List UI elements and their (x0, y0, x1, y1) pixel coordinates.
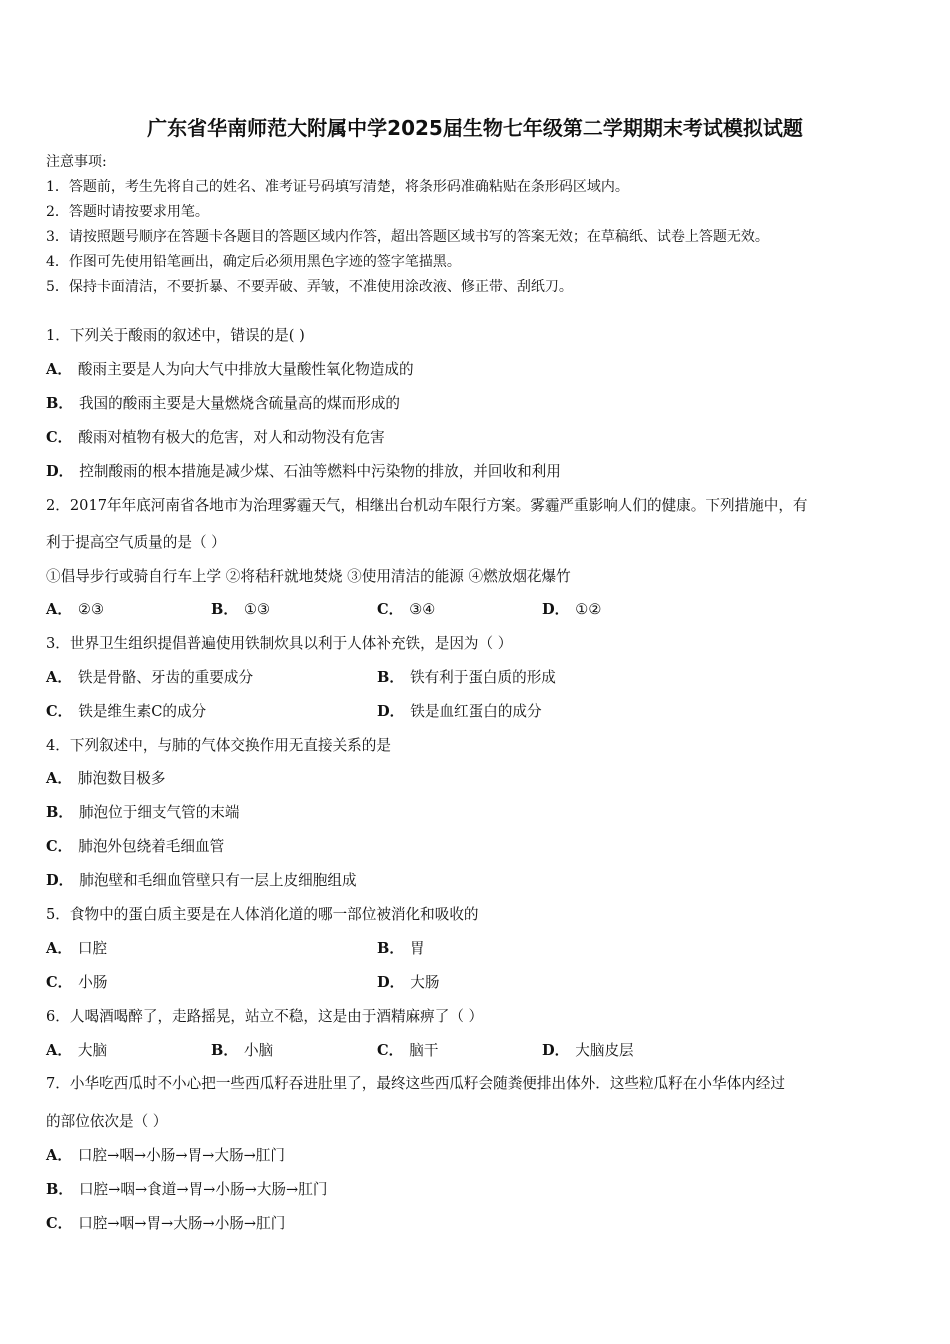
option-a (46, 1146, 285, 1166)
option-c (46, 1214, 285, 1234)
option-b (211, 1041, 273, 1061)
question-stem: 2．2017年年底河南省各地市为治理雾霾天气，相继出台机动车限行方案。雾霾严重影响人们的健康。下列措施中，有 (46, 497, 808, 514)
option-text: 肺泡壁和毛细血管壁只有一层上皮细胞组成 (79, 872, 357, 889)
option-c (46, 973, 107, 993)
option-a (46, 1041, 107, 1061)
question-stem: 4．下列叙述中，与肺的气体交换作用无直接关系的是 (46, 737, 391, 754)
option-b (377, 668, 556, 688)
option-b (46, 1180, 327, 1200)
question-choices: ①倡导步行或骑自行车上学 ②将秸秆就地焚烧 ③使用清洁的能源 ④燃放烟花爆竹 (46, 568, 571, 585)
question-stem: 6．人喝酒喝醉了，走路摇晃，站立不稳，这是由于酒精麻痹了（ ） (46, 1008, 484, 1025)
option-text: 铁是维生素C的成分 (78, 703, 207, 720)
notice-item: 5．保持卡面清洁，不要折暴、不要弄破、弄皱，不准使用涂改液、修正带、刮纸刀。 (46, 279, 573, 295)
question-stem: 1．下列关于酸雨的叙述中，错误的是( ) (46, 327, 305, 344)
option-label: A． (46, 1042, 72, 1059)
option-label: A． (46, 361, 72, 378)
option-text: 大肠 (410, 974, 440, 991)
option-d (377, 973, 439, 993)
option-label: C． (46, 974, 73, 991)
option-label: B． (377, 669, 404, 686)
option-d (46, 462, 561, 482)
option-label: D． (542, 1042, 570, 1059)
option-label: B． (46, 1181, 73, 1198)
question-stem: 的部位依次是（ ） (46, 1113, 168, 1130)
option-label: C． (46, 429, 73, 446)
option-text: ③④ (409, 601, 436, 618)
option-text: ①③ (243, 601, 271, 618)
option-text: 肺泡外包绕着毛细血管 (78, 838, 225, 855)
option-label: B． (211, 1042, 238, 1059)
option-label: A． (46, 770, 72, 787)
option-text: 肺泡位于细支气管的末端 (78, 804, 240, 821)
question-stem: 3．世界卫生组织提倡普遍使用铁制炊具以利于人体补充铁，是因为（ ） (46, 635, 513, 652)
option-text: 口腔 (77, 940, 108, 957)
option-label: B． (377, 940, 404, 957)
option-text: 小脑 (243, 1042, 274, 1059)
option-b (377, 939, 425, 959)
option-text: 酸雨对植物有极大的危害，对人和动物没有危害 (78, 429, 385, 446)
option-c (46, 837, 224, 857)
option-text: 胃 (409, 940, 425, 957)
question-stem: 5．食物中的蛋白质主要是在人体消化道的哪一部位被消化和吸收的 (46, 906, 479, 923)
option-text: ②③ (77, 601, 105, 618)
notice-item: 1．答题前，考生先将自己的姓名、准考证号码填写清楚，将条形码准确粘贴在条形码区域内。 (46, 179, 629, 195)
option-text: 大脑皮层 (575, 1042, 634, 1059)
option-b (211, 600, 270, 620)
option-c (46, 702, 206, 722)
question-stem: 7．小华吃西瓜时不小心把一些西瓜籽吞进肚里了，最终这些西瓜籽会随粪便排出体外．这些粒瓜籽在小华体内经过 (46, 1075, 785, 1092)
option-a (46, 939, 107, 959)
option-text: 肺泡数目极多 (77, 770, 166, 787)
option-label: D． (542, 601, 570, 618)
option-c (377, 600, 435, 620)
option-d (377, 702, 542, 722)
option-text: 控制酸雨的根本措施是减少煤、石油等燃料中污染物的排放，并回收和利用 (79, 463, 561, 480)
option-b (46, 394, 400, 414)
option-text: 酸雨主要是人为向大气中排放大量酸性氧化物造成的 (77, 361, 414, 378)
option-label: A． (46, 601, 72, 618)
option-text: 脑干 (409, 1042, 439, 1059)
option-label: C． (46, 703, 73, 720)
option-c (46, 428, 385, 448)
option-a (46, 360, 414, 380)
option-text: 小肠 (78, 974, 108, 991)
option-d (46, 871, 357, 891)
option-text: 铁是血红蛋白的成分 (410, 703, 542, 720)
option-text: 口腔→咽→小肠→胃→大肠→肛门 (77, 1147, 286, 1164)
option-label: C． (377, 601, 404, 618)
option-label: C． (46, 838, 73, 855)
option-text: 口腔→咽→食道→胃→小肠→大肠→肛门 (78, 1181, 328, 1198)
notice-item: 4．作图可先使用铅笔画出，确定后必须用黑色字迹的签字笔描黑。 (46, 254, 461, 270)
option-label: B． (211, 601, 238, 618)
option-text: 铁有利于蛋白质的形成 (409, 669, 556, 686)
option-label: B． (46, 804, 73, 821)
option-label: D． (377, 974, 405, 991)
notice-heading: 注意事项: (46, 154, 107, 170)
notice-item: 3．请按照题号顺序在答题卡各题目的答题区域内作答，超出答题区域书写的答案无效；在草稿纸、试卷上答题无效。 (46, 229, 769, 245)
option-text: ①② (575, 601, 602, 618)
option-d (542, 600, 601, 620)
option-a (46, 600, 104, 620)
option-d (542, 1041, 634, 1061)
option-text: 大脑 (77, 1042, 108, 1059)
option-label: C． (377, 1042, 404, 1059)
option-text: 口腔→咽→胃→大肠→小肠→肛门 (78, 1215, 286, 1232)
question-stem: 利于提高空气质量的是（ ） (46, 534, 226, 551)
option-a (46, 769, 166, 789)
option-label: A． (46, 669, 72, 686)
option-c (377, 1041, 438, 1061)
option-label: B． (46, 395, 73, 412)
option-a (46, 668, 253, 688)
option-label: C． (46, 1215, 73, 1232)
option-label: A． (46, 1147, 72, 1164)
option-text: 铁是骨骼、牙齿的重要成分 (77, 669, 254, 686)
exam-title: 广东省华南师范大附属中学2025届生物七年级第二学期期末考试模拟试题 (147, 116, 803, 140)
option-label: A． (46, 940, 72, 957)
option-b (46, 803, 239, 823)
notice-item: 2．答题时请按要求用笔。 (46, 204, 209, 220)
option-label: D． (46, 872, 74, 889)
option-label: D． (377, 703, 405, 720)
option-text: 我国的酸雨主要是大量燃烧含硫量高的煤而形成的 (78, 395, 401, 412)
option-label: D． (46, 463, 74, 480)
